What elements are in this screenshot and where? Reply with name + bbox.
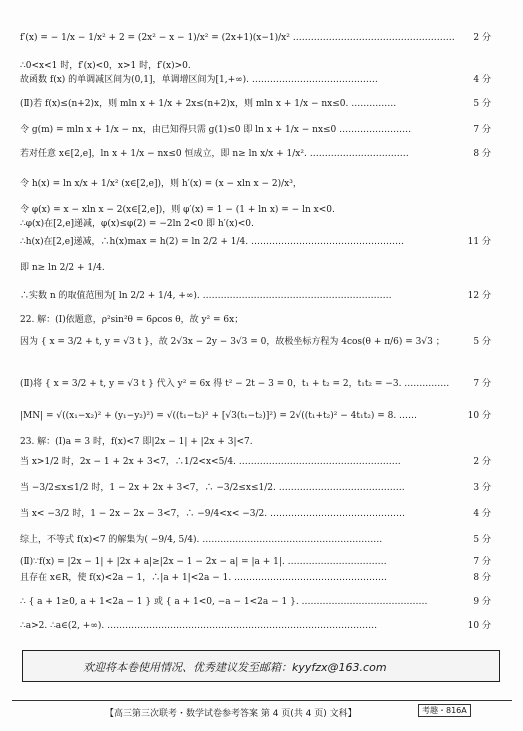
answer-line: 因为 { x = 3/2 + t, y = √3 t }，故 2√3x − 2y − 3√3 = 0，故极坐标方程为 4cos(θ + π/6) = 3√3 ； xyxy=(20,337,445,347)
score-mark: 9 分 xyxy=(473,597,491,607)
answer-line: 且存在 x∈R，使 f(x)<2a − 1，∴|a + 1|<2a − 1. …………………………………………… xyxy=(20,573,388,583)
answer-line: ∴实数 n 的取值范围为[ ln 2/2 + 1/4, +∞). ……………………………………………………… xyxy=(20,291,392,301)
score-mark: 5 分 xyxy=(473,535,491,545)
page-code-badge: 考趣・816A xyxy=(418,704,471,717)
score-mark: 8 分 xyxy=(473,573,491,583)
score-mark: 11 分 xyxy=(467,237,491,247)
answer-line: ∴ { a + 1≥0, a + 1<2a − 1 } 或 { a + 1<0, −a − 1<2a − 1 }. …………………………………… xyxy=(20,597,428,607)
answer-line: (Ⅱ)若 f(x)≤(n+2)x，则 mln x + 1/x + 2x≤(n+2)x，则 mln x + 1/x − nx≤0. …………… xyxy=(20,99,397,109)
answer-line: 综上，不等式 f(x)<7 的解集为( −9/4, 5/4). …………………………………………………… xyxy=(20,535,383,545)
answer-line: 当 −3/2≤x≤1/2 时，1 − 2x + 2x + 3<7，∴ −3/2≤x≤1/2. …………………………………… xyxy=(20,483,405,493)
answer-line: 故函数 f(x) 的单调减区间为(0,1]，单调增区间为[1,+∞). …………………………………… xyxy=(20,75,378,85)
answer-line: f′(x) = − 1/x − 1/x² + 2 = (2x² − x − 1)/x² = (2x+1)(x−1)/x² ……………………………………………… xyxy=(20,33,455,43)
score-mark: 4 分 xyxy=(473,75,491,85)
answer-line: 当 x< −3/2 时，1 − 2x − 2x − 3<7，∴ −9/4<x< −3/2. ……………………………………… xyxy=(20,509,405,519)
answer-line: 22. 解：(Ⅰ)依题意，ρ²sin²θ = 6ρcos θ，故 y² = 6x； xyxy=(20,315,244,325)
answer-line: 23. 解：(Ⅰ)a = 3 时，f(x)<7 即|2x − 1| + |2x + 3|<7. xyxy=(20,437,253,447)
answer-line: 当 x>1/2 时，2x − 1 + 2x + 3<7，∴1/2<x<5/4. ……………………………………………… xyxy=(20,457,401,467)
answer-line: |MN| = √((x₁−x₂)² + (y₁−y₂)²) = √((t₁−t₂)² + [√3(t₁−t₂)]²) = 2√((t₁+t₂)² − 4t₁t₂) = 8. …… xyxy=(20,411,418,421)
feedback-text: 欢迎将本卷使用情况、优秀建议发至邮箱：kyyfzx@163.com xyxy=(83,661,387,674)
score-mark: 7 分 xyxy=(473,557,491,567)
score-mark: 2 分 xyxy=(473,33,491,43)
score-mark: 7 分 xyxy=(473,125,491,135)
score-mark: 5 分 xyxy=(473,99,491,109)
answer-line: 即 n≥ ln 2/2 + 1/4. xyxy=(20,263,105,273)
answer-line: 若对任意 x∈[2,e]，ln x + 1/x − nx≤0 恒成立，即 n≥ ln x/x + 1/x². …………………………… xyxy=(20,149,409,159)
answer-line: ∴0<x<1 时，f′(x)<0，x>1 时，f′(x)>0. xyxy=(20,61,191,71)
answer-line: 令 g(m) = mln x + 1/x − nx，由已知得只需 g(1)≤0 即 ln x + 1/x − nx≤0 …………………… xyxy=(20,125,412,135)
score-mark: 7 分 xyxy=(473,379,491,389)
score-mark: 2 分 xyxy=(473,457,491,467)
score-mark: 4 分 xyxy=(473,509,491,519)
answer-line: ∴h(x)在[2,e]递减，∴h(x)max = h(2) = ln 2/2 + 1/4. …………………………………………… xyxy=(20,237,404,247)
answer-line: 令 h(x) = ln x/x + 1/x² (x∈[2,e])，则 h′(x) = (x − xln x − 2)/x³， xyxy=(20,179,302,189)
score-mark: 10 分 xyxy=(467,411,491,421)
page-footer: 【高三第三次联考・数学试卷参考答案 第 4 页(共 4 页) 文科】 xyxy=(105,709,357,719)
footer-divider xyxy=(12,700,512,701)
score-mark: 8 分 xyxy=(473,149,491,159)
score-mark: 3 分 xyxy=(473,483,491,493)
answer-line: (Ⅱ)将 { x = 3/2 + t, y = √3 t } 代入 y² = 6x 得 t² − 2t − 3 = 0，t₁ + t₂ = 2，t₁t₂ = −3. …………… xyxy=(20,379,450,389)
score-mark: 10 分 xyxy=(467,621,491,631)
answer-line: 令 φ(x) = x − xln x − 2(x∈[2,e])，则 φ′(x) = 1 − (1 + ln x) = − ln x<0. xyxy=(20,205,335,215)
answer-line: ∴φ(x)在[2,e]递减，φ(x)≤φ(2) = −2ln 2<0 即 h′(x)<0. xyxy=(20,219,254,229)
score-mark: 5 分 xyxy=(473,337,491,347)
answer-line: (Ⅱ)∵f(x) = |2x − 1| + |2x + a|≥|2x − 1 − 2x − a| = |a + 1|. …………………………… xyxy=(20,557,387,567)
answer-line: ∴a>2. ∴a∈(2, +∞). ……………………………………………………………………………… xyxy=(20,621,378,631)
score-mark: 12 分 xyxy=(467,291,491,301)
